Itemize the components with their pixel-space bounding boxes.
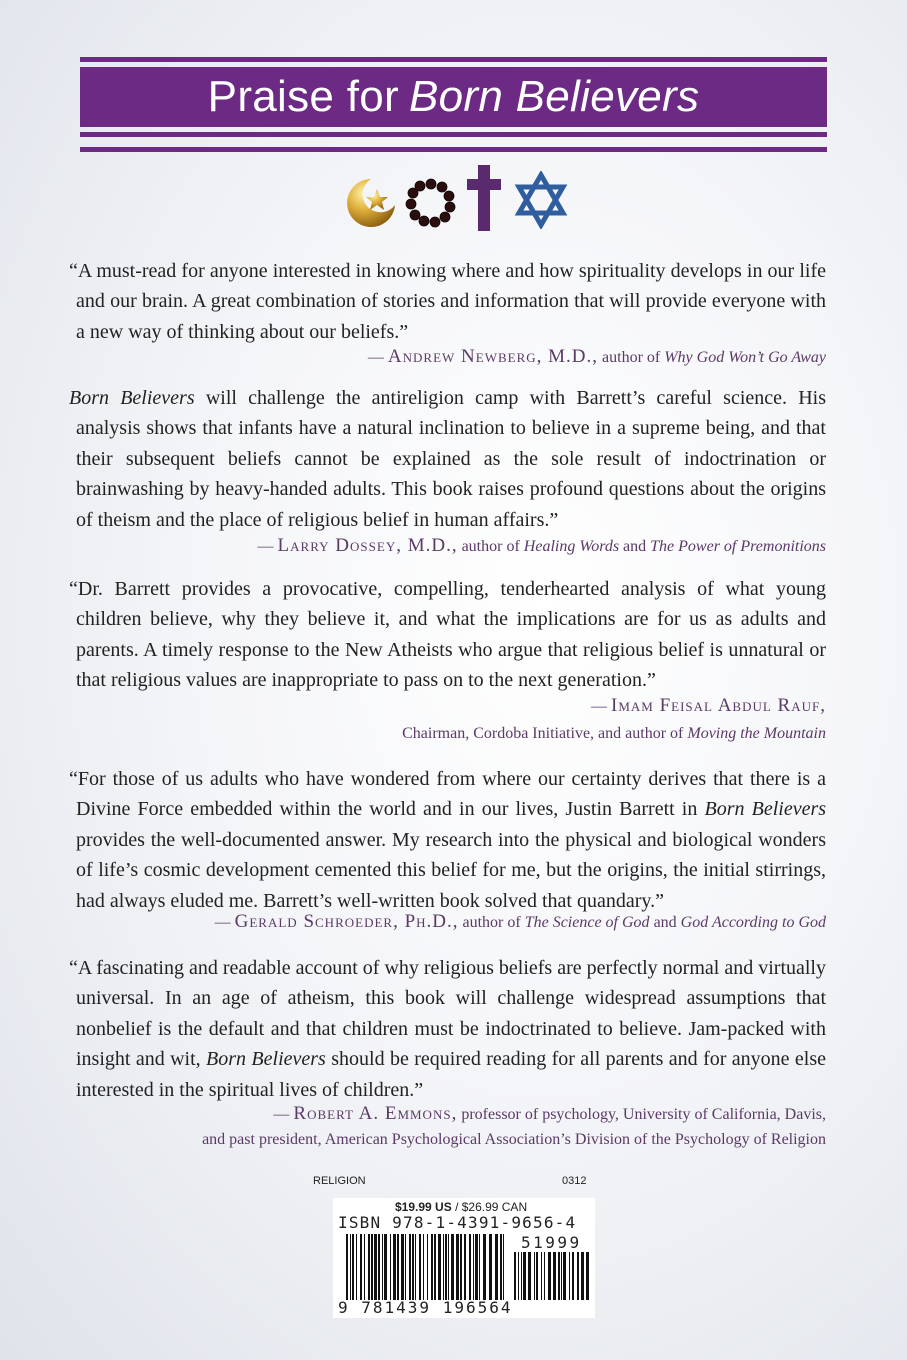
- barcode-bar: [518, 1252, 519, 1300]
- barcode-bar: [419, 1234, 421, 1300]
- book-title: Why God Won’t Go Away: [664, 349, 826, 366]
- attribution-text: Chairman, Cordoba Initiative, and author of: [402, 725, 684, 742]
- barcode-bar: [569, 1252, 570, 1300]
- quote-1-attribution: — Andrew Newberg, M.D., author of Why God Won’t Go Away: [367, 346, 826, 367]
- barcode-bar: [412, 1234, 414, 1300]
- barcode-bar: [397, 1234, 399, 1300]
- barcode-bar: [553, 1252, 556, 1300]
- author-name: Imam Feisal Abdul Rauf,: [611, 695, 826, 716]
- price-us: $19.99 US: [395, 1200, 452, 1214]
- quote-1: [69, 256, 826, 347]
- barcode-bar: [405, 1234, 406, 1300]
- barcode-bar: [443, 1234, 444, 1300]
- barcode-bar: [464, 1234, 466, 1300]
- barcode-bar: [548, 1252, 551, 1300]
- barcode-bar: [528, 1252, 531, 1300]
- quote-3: [69, 574, 826, 696]
- quote-3-attribution-line-2: [402, 725, 826, 743]
- barcode-bar: [495, 1234, 498, 1300]
- barcode-bar: [451, 1234, 454, 1300]
- quote-3-attribution: — Imam Feisal Abdul Rauf,: [591, 695, 826, 716]
- barcode-bar: [384, 1234, 387, 1300]
- barcode-bar: [364, 1234, 365, 1300]
- barcode-bar: [563, 1252, 566, 1300]
- book-title-2: The Power of Premonitions: [650, 538, 826, 555]
- author-name: Larry Dossey, M.D.,: [277, 535, 458, 556]
- quote-text: “For those of us adults who have wondered from where our certainty derives that there is a Divine Force embedded within the world and in our lives, Justin Barrett in: [69, 768, 826, 821]
- book-title: Moving the Mountain: [687, 725, 826, 742]
- banner-rule-top: [80, 57, 827, 62]
- barcode-bar: [521, 1252, 522, 1300]
- attribution-text: and past president, American Psychological Association’s Division of the Psychology of Religion: [202, 1131, 826, 1148]
- category-label: RELIGION: [313, 1175, 366, 1187]
- price-can: / $26.99 CAN: [455, 1200, 528, 1214]
- barcode-bar: [469, 1234, 471, 1300]
- prayer-beads-icon: [405, 177, 457, 229]
- quote-text: “Dr. Barrett provides a provocative, compelling, tenderhearted analysis of what young children believe, why they believe it, and what the implications are for us as adults and parents. A timely response to the New Atheists who argue that religious belief is unnatural or that religious values are inappropriate to pass on to the next generation.”: [69, 578, 826, 692]
- barcode-bar: [572, 1252, 574, 1300]
- barcode-bar: [382, 1234, 383, 1300]
- quote-book-title: Born Believers: [69, 387, 195, 409]
- quote-5-attribution: — Robert A. Emmons, professor of psychology, University of California, Davis,: [273, 1103, 826, 1124]
- author-name: Andrew Newberg, M.D.,: [387, 346, 599, 367]
- quote-2-attribution: — Larry Dossey, M.D., author of Healing Words and The Power of Premonitions: [257, 535, 826, 556]
- barcode-bar: [360, 1234, 362, 1300]
- attribution-text: author of: [462, 914, 521, 931]
- author-name: Robert A. Emmons,: [293, 1103, 458, 1124]
- quote-book-title: Born Believers: [704, 798, 827, 821]
- barcode-addon: [514, 1252, 590, 1300]
- attribution-text: author of: [602, 349, 661, 366]
- barcode-bar: [473, 1234, 474, 1300]
- barcode-bar: [536, 1252, 538, 1300]
- barcode-bar: [423, 1234, 424, 1300]
- quote-4: [69, 764, 826, 916]
- barcode-bar: [503, 1234, 504, 1300]
- barcode-bar: [558, 1252, 560, 1300]
- quote-5-attribution-line-2: [202, 1131, 826, 1149]
- quote-book-title: Born Believers: [206, 1048, 326, 1071]
- book-title: Healing Words: [523, 538, 620, 555]
- barcode-bar: [460, 1234, 462, 1300]
- barcode-bar: [371, 1234, 373, 1300]
- barcode-bar: [434, 1234, 436, 1300]
- barcode-bar: [393, 1234, 396, 1300]
- title-book: Born Believers: [408, 72, 700, 121]
- barcode-bar: [431, 1234, 433, 1300]
- barcode-bar: [368, 1234, 370, 1300]
- barcode-bar: [427, 1234, 428, 1300]
- barcode-bar: [483, 1234, 486, 1300]
- attribution-joiner: and: [623, 538, 647, 555]
- barcode-bar: [401, 1234, 404, 1300]
- title-banner: [80, 57, 827, 158]
- quote-text: “A fascinating and readable account of why religious beliefs are perfectly normal and virtually universal. In an age of atheism, this book will challenge widespread assumptions that nonbelief is the default and that children must be indoctrinated to believe. Jam-packed with insight and wit,: [69, 957, 826, 1071]
- barcode-bar: [489, 1234, 492, 1300]
- barcode-bar: [534, 1252, 535, 1300]
- barcode-bar: [352, 1234, 354, 1300]
- quote-text-2: provides the well-documented answer. My research into the physical and biological wonders of life’s cosmic development cemented this belief for me, but the origins, the initial stirrings, had always eluded me. Barrett’s well-written book solved that quandary.”: [76, 828, 826, 912]
- cross-icon: [465, 163, 503, 233]
- barcode-bar: [544, 1252, 545, 1300]
- barcode-bar: [514, 1252, 516, 1300]
- star-and-crescent-icon: [343, 175, 399, 231]
- barcode-bar: [346, 1234, 348, 1300]
- attribution-text: author of: [461, 538, 520, 555]
- barcode-bar: [350, 1234, 351, 1300]
- barcode-bar: [415, 1234, 416, 1300]
- barcode-bar: [500, 1234, 502, 1300]
- banner-rule-bottom: [80, 132, 827, 137]
- quote-text: will challenge the antireligion camp with Barrett’s careful science. His analysis shows that infants have a natural inclination to believe in a supreme being, and that their subsequent beliefs cannot be explained as the sole result of indoctrination or brainwashing by heavy-handed adults. This book raises profound questions about the origins of theism and the place of religious belief in human affairs.”: [76, 387, 826, 531]
- barcode-bar: [448, 1234, 449, 1300]
- barcode-bar: [374, 1234, 377, 1300]
- barcode-bar: [586, 1252, 589, 1300]
- quote-text-2: should be required reading for all parents and for anyone else interested in the spiritual lives of children.”: [76, 1048, 827, 1101]
- barcode-bar: [445, 1234, 447, 1300]
- barcode-bar: [438, 1234, 441, 1300]
- book-title: The Science of God: [524, 914, 650, 931]
- barcode-bar: [378, 1234, 380, 1300]
- barcode-bar: [541, 1252, 542, 1300]
- barcode-bar: [577, 1252, 579, 1300]
- quote-5: [69, 953, 826, 1105]
- title-prefix: Praise for: [207, 72, 399, 121]
- page-title: [80, 67, 827, 127]
- barcode-bar: [523, 1252, 526, 1300]
- price: [395, 1200, 527, 1214]
- barcode-bar: [561, 1252, 562, 1300]
- barcode-bar: [409, 1234, 411, 1300]
- barcode-bar: [456, 1234, 459, 1300]
- quote-2: [69, 383, 826, 535]
- quote-text: “A must-read for anyone interested in knowing where and how spirituality develops in our life and our brain. A great combination of stories and information that will provide everyone with a new way of thinking about our beliefs.”: [69, 260, 826, 343]
- isbn-number: ISBN 978-1-4391-9656-4: [338, 1213, 577, 1232]
- barcode-bar: [581, 1252, 584, 1300]
- book-title-2: God According to God: [680, 914, 826, 931]
- barcode-addon-number: 51999: [521, 1233, 582, 1252]
- star-of-david-icon: [513, 171, 569, 229]
- barcode-ean-number: 9 781439 196564: [338, 1298, 513, 1317]
- barcode-bar: [356, 1234, 357, 1300]
- attribution-joiner: and: [653, 914, 677, 931]
- author-name: Gerald Schroeder, Ph.D.,: [234, 911, 459, 932]
- print-code: 0312: [562, 1175, 587, 1187]
- barcode-bar: [479, 1234, 480, 1300]
- barcode-main: [346, 1234, 508, 1300]
- religious-symbols: [337, 163, 577, 235]
- attribution-text: professor of psychology, University of California, Davis,: [461, 1106, 826, 1123]
- quote-4-attribution: — Gerald Schroeder, Ph.D., author of The Science of God and God According to God: [214, 911, 826, 932]
- banner-rule-bottom-2: [80, 147, 827, 152]
- barcode-bar: [475, 1234, 478, 1300]
- barcode-bar: [390, 1234, 391, 1300]
